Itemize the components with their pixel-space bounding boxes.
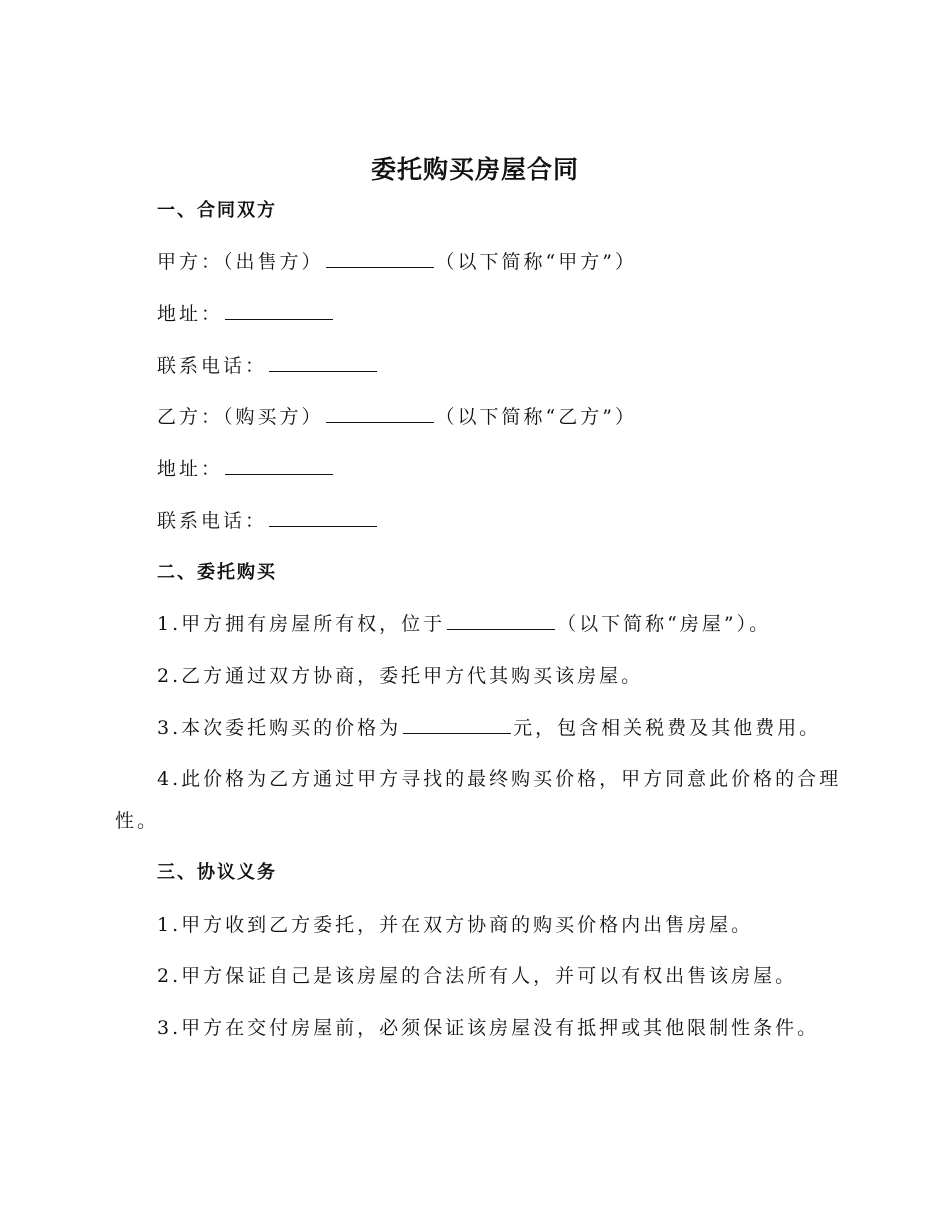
party-a-label: 甲方：（出售方） <box>157 251 324 273</box>
house-location-blank[interactable] <box>447 611 555 630</box>
entrust-item-1-suffix: （以下简称“房屋”）。 <box>557 613 772 635</box>
party-b-label: 乙方：（购买方） <box>157 406 324 428</box>
phone-label: 联系电话： <box>157 355 268 377</box>
party-a-alias: （以下简称“甲方”） <box>435 251 637 273</box>
party-b-address-blank[interactable] <box>225 456 333 475</box>
party-a-address-line <box>157 301 335 327</box>
party-a-address-blank[interactable] <box>225 301 333 320</box>
obligation-item-1: 1.甲方收到乙方委托，并在双方协商的购买价格内出售房屋。 <box>157 914 754 936</box>
party-a-name-blank[interactable] <box>326 249 434 268</box>
address-label: 地址： <box>157 303 224 325</box>
address-label: 地址： <box>157 458 224 480</box>
party-a-phone-blank[interactable] <box>269 353 377 372</box>
entrust-item-1-text: 1.甲方拥有房屋所有权，位于 <box>157 613 446 635</box>
entrust-item-4-continuation: 性。 <box>115 810 160 832</box>
document-title: 委托购买房屋合同 <box>370 155 579 184</box>
party-b-name-blank[interactable] <box>326 404 434 423</box>
party-a-line <box>157 249 637 275</box>
phone-label: 联系电话： <box>157 510 268 532</box>
party-a-phone-line <box>157 353 379 379</box>
entrust-item-3 <box>157 715 821 741</box>
entrust-item-1 <box>157 611 771 637</box>
section-heading-obligations: 三、协议义务 <box>157 862 277 883</box>
entrust-item-4: 4.此价格为乙方通过甲方寻找的最终购买价格，甲方同意此价格的合理 <box>157 768 842 790</box>
section-heading-entrust: 二、委托购买 <box>157 562 277 583</box>
entrust-item-2: 2.乙方通过双方协商，委托甲方代其购买该房屋。 <box>157 665 644 687</box>
obligation-item-3: 3.甲方在交付房屋前，必须保证该房屋没有抵押或其他限制性条件。 <box>157 1017 820 1039</box>
obligation-item-2: 2.甲方保证自己是该房屋的合法所有人，并可以有权出售该房屋。 <box>157 965 798 987</box>
party-b-alias: （以下简称“乙方”） <box>435 406 637 428</box>
section-heading-parties: 一、合同双方 <box>157 200 277 221</box>
entrust-item-3-text: 3.本次委托购买的价格为 <box>157 717 402 739</box>
party-b-phone-blank[interactable] <box>269 508 377 527</box>
entrust-item-3-suffix: 元，包含相关税费及其他费用。 <box>513 717 822 739</box>
party-b-phone-line <box>157 508 379 534</box>
party-b-address-line <box>157 456 335 482</box>
price-blank[interactable] <box>403 715 511 734</box>
party-b-line <box>157 404 637 430</box>
